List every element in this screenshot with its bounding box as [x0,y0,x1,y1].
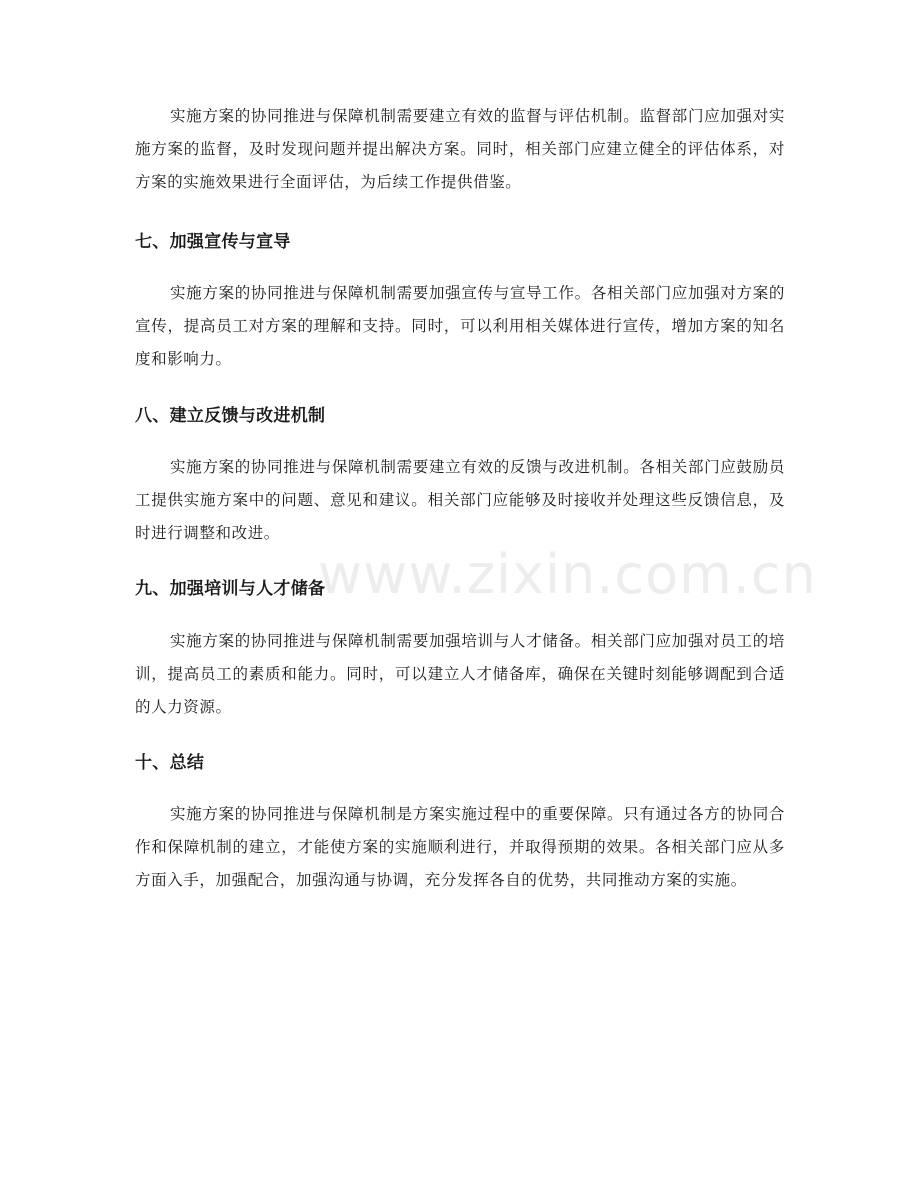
section-heading-10: 十、总结 [135,753,205,773]
section-body-7: 实施方案的协同推进与保障机制需要加强宣传与宣导工作。各相关部门应加强对方案的宣传，提高员工对方案的理解和支持。同时，可以利用相关媒体进行宣传，增加方案的知名度和影响力。 [135,284,785,368]
section-body-10: 实施方案的协同推进与保障机制是方案实施过程中的重要保障。只有通过各方的协同合作和保障机制的建立，才能使方案的实施顺利进行，并取得预期的效果。各相关部门应从多方面入手，加强配合，加强沟通与协调，充分发挥各自的优势，共同推动方案的实施。 [135,805,785,889]
section-heading-8: 八、建立反馈与改进机制 [135,406,326,426]
section-body-8: 实施方案的协同推进与保障机制需要建立有效的反馈与改进机制。各相关部门应鼓励员工提供实施方案中的问题、意见和建议。相关部门应能够及时接收并处理这些反馈信息，及时进行调整和改进。 [135,458,785,542]
watermark: www.zixin.com.cn [318,543,817,606]
section-heading-7: 七、加强宣传与宣导 [135,232,291,252]
section-body-9: 实施方案的协同推进与保障机制需要加强培训与人才储备。相关部门应加强对员工的培训，提高员工的素质和能力。同时，可以建立人才储备库，确保在关键时刻能够调配到合适的人力资源。 [135,632,785,716]
intro-paragraph: 实施方案的协同推进与保障机制需要建立有效的监督与评估机制。监督部门应加强对实施方案的监督，及时发现问题并提出解决方案。同时，相关部门应建立健全的评估体系，对方案的实施效果进行全面评估，为后续工作提供借鉴。 [135,107,785,191]
section-heading-9: 九、加强培训与人才储备 [135,579,326,599]
